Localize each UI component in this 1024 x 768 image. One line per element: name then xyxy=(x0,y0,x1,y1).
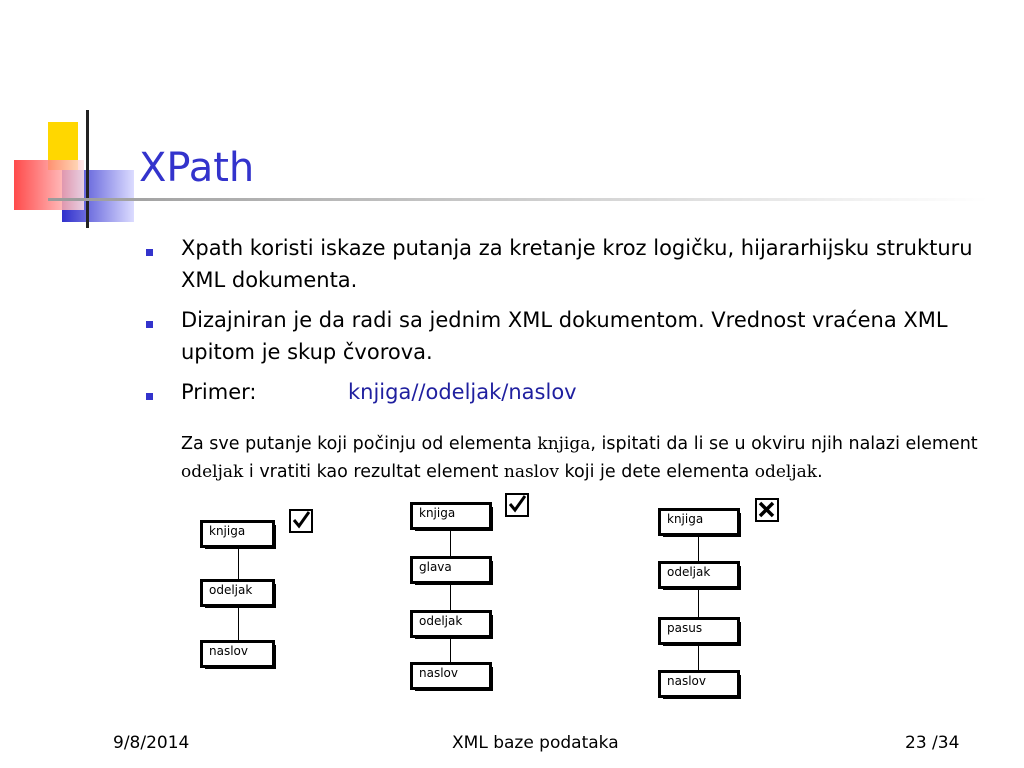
tree-edge xyxy=(450,636,451,664)
tree-edge xyxy=(698,643,699,671)
bullet-list xyxy=(145,232,975,416)
tree-node: naslov xyxy=(410,662,492,690)
example-description xyxy=(181,430,981,486)
tree-node: knjiga xyxy=(200,520,275,548)
tree-node: knjiga xyxy=(410,502,492,530)
bullet-item: Xpath koristi iskaze putanja za kretanje kroz logičku, hijararhijsku strukturu XML dokumenta. xyxy=(145,232,975,296)
desc-text: . xyxy=(817,462,823,482)
cross-icon xyxy=(755,498,779,522)
desc-term: knjiga xyxy=(537,434,591,454)
tree-edge xyxy=(238,607,239,641)
example-xpath: knjiga//odeljak/naslov xyxy=(348,380,577,404)
footer-page-number: 23 /34 xyxy=(905,733,960,753)
desc-text: , ispitati da li se u okviru njih nalazi element xyxy=(590,434,978,454)
tree-edge xyxy=(450,584,451,612)
tree-node: odeljak xyxy=(410,610,492,638)
bullet-item: Dizajniran je da radi sa jednim XML dokumentom. Vrednost vraćena XML upitom je skup čvorova. xyxy=(145,304,975,368)
tree-node: naslov xyxy=(200,640,275,668)
desc-text: Za sve putanje koji počinju od elementa xyxy=(181,434,538,454)
example-label: Primer: xyxy=(181,380,257,404)
slide-title: XPath xyxy=(139,145,255,191)
tree-node: pasus xyxy=(658,617,740,645)
desc-term: odeljak xyxy=(181,462,244,482)
tree-node: glava xyxy=(410,556,492,584)
desc-term: naslov xyxy=(503,462,559,482)
check-icon xyxy=(505,493,529,517)
bullet-item-example xyxy=(145,376,975,408)
title-underline xyxy=(48,198,988,201)
tree-edge xyxy=(450,528,451,558)
footer-date: 9/8/2014 xyxy=(113,733,190,753)
tree-node: odeljak xyxy=(658,561,740,589)
desc-text: koji je dete elementa xyxy=(558,462,755,482)
footer-course: XML baze podataka xyxy=(452,733,619,753)
desc-text: i vratiti kao rezultat element xyxy=(243,462,504,482)
tree-node: knjiga xyxy=(658,508,740,536)
desc-term: odeljak xyxy=(754,462,818,482)
tree-edge xyxy=(238,546,239,580)
title-decoration xyxy=(0,0,1024,240)
deco-red-square xyxy=(14,160,84,210)
check-icon xyxy=(289,509,313,533)
deco-vertical-line xyxy=(86,110,89,228)
tree-edge xyxy=(698,534,699,562)
tree-node: naslov xyxy=(658,670,740,698)
tree-node: odeljak xyxy=(200,579,275,607)
tree-edge xyxy=(698,588,699,618)
